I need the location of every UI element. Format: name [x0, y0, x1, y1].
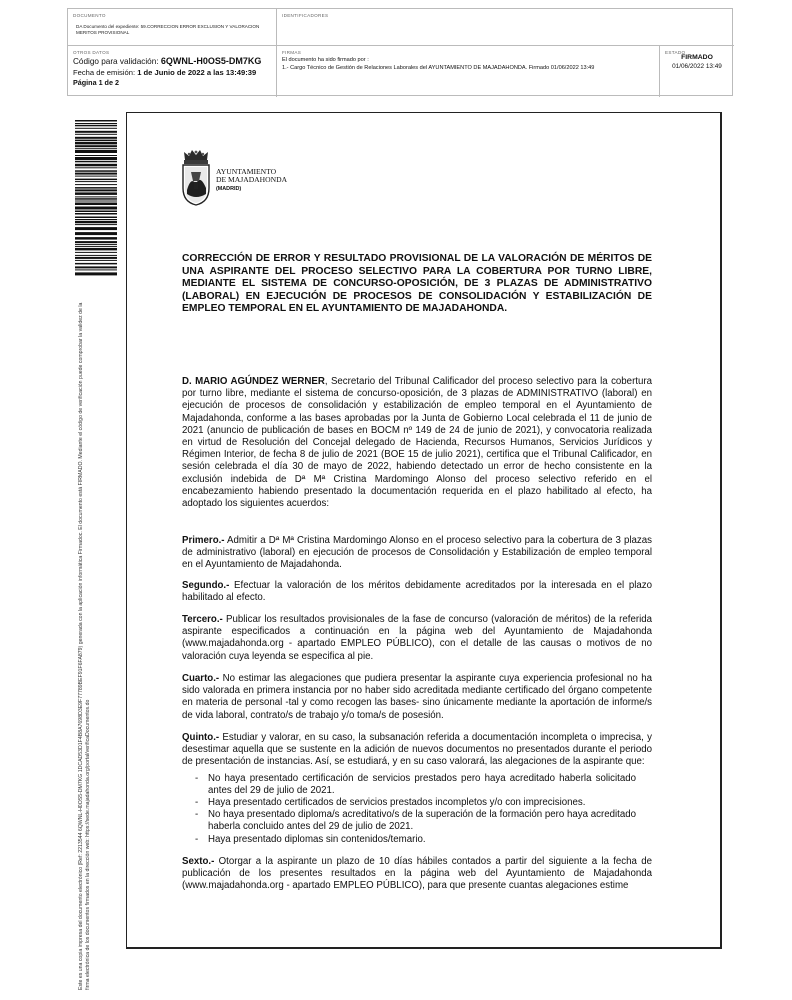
- agreement-primero: [182, 535, 652, 572]
- agreement-quinto: [182, 732, 652, 846]
- fecha-value: 1 de Junio de 2022 a las 13:49:39: [137, 68, 257, 77]
- agreement-label: Tercero.-: [182, 614, 223, 625]
- barcode-bar: [75, 145, 117, 147]
- agreement-label: Sexto.-: [182, 856, 215, 867]
- firmas-cell: [277, 46, 660, 97]
- barcode-bar: [75, 201, 117, 202]
- barcode-bar: [75, 237, 117, 240]
- agreement-sexto: [182, 856, 652, 893]
- municipal-crest-icon: [180, 148, 212, 206]
- barcode-bar: [75, 167, 117, 168]
- barcode-bar: [75, 252, 117, 253]
- barcode-bar: [75, 227, 117, 230]
- firmas-label: FIRMAS: [282, 50, 302, 55]
- pagina-indicator: Página 1 de 2: [73, 78, 119, 87]
- barcode-bar: [75, 189, 117, 191]
- quinto-conditions-list: [182, 773, 652, 846]
- barcode-bar: [75, 257, 117, 259]
- documento-cell: [68, 9, 277, 46]
- identificadores-cell: [277, 9, 734, 46]
- agreement-text: Efectuar la valoración de los méritos debidamente acreditados por la interesada en el plazo habilitado al efecto.: [182, 580, 652, 604]
- codigo-validacion: [73, 56, 261, 66]
- barcode-bar: [75, 224, 117, 225]
- barcode-bar: [75, 260, 117, 261]
- barcode-bar: [75, 142, 117, 145]
- barcode-bar: [75, 170, 117, 172]
- barcode-bar: [75, 184, 117, 185]
- firmas-line-2: 1.- Cargo Técnico de Gestión de Relaciones Laborales del AYUNTAMIENTO DE MAJADAHONDA. Firmado 01/06/2022 13:49: [282, 65, 595, 71]
- barcode-bar: [75, 176, 117, 177]
- codigo-value[interactable]: 6QWNL-H0OS5-DM7KG: [160, 56, 262, 66]
- barcode-bar: [75, 148, 117, 149]
- intro-text: , Secretario del Tribunal Calificador del proceso selectivo para la cobertura por turno libre, mediante el sistema de concurso-oposición, de 3 plazas de ADMINISTRATIVO (laboral) en ejecución de procesos de consolidación y estabilización de empleo temporal en el Ayuntamiento de Majadahonda, conforme a las bases aprobadas por la Junta de Gobierno Local celebrada el 11 de junio de 2021 (anuncio de publicación de bases en BOCM nº 149 de 24 de junio de 2021), y convocatoria realizada en virtud de Resolución del Concejal delegado de Hacienda, Recursos Humanos, Servicios Jurídicos y Régimen Interior, de fecha 8 de julio de 2021 (BOE 15 de julio 2021), certifica que el Tribunal Calificador, en sesión celebrada el día 30 de mayo de 2022, habiendo detectado un error de hecho consistente en la exclusión indebida de Dª Mª Cristina Mardomingo Alonso del proceso selectivo referido en el encabezamiento habiendo presentado la documentación requerida en el plazo habilitado al efecto, ha adoptado los siguientes acuerdos:: [182, 376, 652, 510]
- barcode-bar: [75, 157, 117, 160]
- firmas-line-1: El documento ha sido firmado por :: [282, 57, 369, 63]
- fecha-emision: [73, 68, 256, 77]
- agreement-segundo: [182, 580, 652, 604]
- document-metadata-header: [67, 8, 733, 96]
- agreement-tercero: [182, 614, 652, 663]
- letterhead-line-3: (MADRID): [216, 185, 242, 192]
- agreement-cuarto: [182, 673, 652, 722]
- agreement-text: Admitir a Dª Mª Cristina Mardomingo Alonso en el proceso selectivo para la cobertura de 3 plazas de administrativo (laboral) en ejecución de procesos de Consolidación y Estabilización de empleo temporal en el Ayuntamiento de Majadahonda.: [182, 535, 652, 571]
- otros-datos-label: OTROS DATOS: [73, 50, 110, 55]
- barcode-bar: [75, 211, 117, 213]
- barcode-bar: [75, 241, 117, 243]
- barcode-bar: [75, 192, 117, 195]
- barcode-bar: [75, 179, 117, 181]
- agreement-text: Estudiar y valorar, en su caso, la subsanación referida a documentación incompleta o imprecisa, y desestimar aquella que se sustente en la adición de nuevos documentos no presentados durante el periodo de presentación de instancias. Así, se estudiará, y en su caso valorará, las alegaciones de la aspirante que:: [182, 732, 652, 768]
- barcode-bar: [75, 140, 117, 142]
- documento-label: DOCUMENTO: [73, 13, 106, 18]
- barcode-bar: [75, 187, 117, 189]
- barcode-bar: [75, 217, 117, 219]
- barcode-bar: [75, 164, 117, 167]
- barcode-bar: [75, 255, 117, 256]
- barcode-image: [75, 120, 117, 276]
- barcode-bar: [75, 128, 117, 129]
- agreement-text: Otorgar a la aspirante un plazo de 10 días hábiles contados a partir del siguiente a la fecha de publicación de los presentes resultados en la página web del Ayuntamiento de Majadahonda (www.majadahonda.org - apartado EMPLEO PÚBLICO), para que presente cuantas alegaciones estime: [182, 856, 652, 892]
- letterhead-line-2: DE MAJADAHONDA: [216, 175, 288, 185]
- barcode-bar: [75, 173, 117, 175]
- agreement-label: Segundo.-: [182, 580, 230, 591]
- barcode-bar: [75, 150, 117, 153]
- agreement-text: Publicar los resultados provisionales de la fase de concurso (valoración de méritos) de la referida aspirante especificados a continuación en la página web del Ayuntamiento de Majadahonda (www.majadahonda.org - apartado EMPLEO PÚBLICO), con el detalle de las causas o motivos de no valoración cuya leyenda se especifica al pie.: [182, 614, 652, 662]
- barcode-bar: [75, 219, 117, 220]
- document-title: CORRECCIÓN DE ERROR Y RESULTADO PROVISIONAL DE LA VALORACIÓN DE MÉRITOS DE UNA ASPIRANTE DEL PROCESO SELECTIVO PARA LA COBERTURA POR TURNO LIBRE, MEDIANTE EL SISTEMA DE CONCURSO-OPOSICIÓN, DE 3 PLAZAS DE ADMINISTRATIVO (LABORAL) EN EJECUCIÓN DE PROCESOS DE CONSOLIDACIÓN Y ESTABILIZACIÓN DE EMPLEO TEMPORAL EN EL AYUNTAMIENTO DE MAJADAHONDA.: [182, 253, 652, 314]
- barcode-bar: [75, 123, 117, 124]
- agreement-label: Primero.-: [182, 535, 225, 546]
- otros-datos-cell: [68, 46, 277, 97]
- barcode-bar: [75, 155, 117, 156]
- codigo-label: Código para validación:: [73, 57, 159, 66]
- estado-label: ESTADO: [665, 50, 686, 55]
- fecha-label: Fecha de emisión:: [73, 68, 136, 77]
- verification-side-text-content: Este es una copia impresa del documento electrónico (Ref: 2213544 6QWNL-H0OS5-DM7KG 1DCAD53D1F4B8A7698D3E9F77789BEF91F6FA879) generada con la aplicación informática Firmadoc. El documento está FIRMADO. Mediante el código de verificación puede comprobar la validez de la firma electrónica de los documentos firmados en la dirección web: https://sede.majadahonda.org/portal/verificaDocumentos.do: [78, 302, 91, 990]
- barcode-bar: [75, 181, 117, 182]
- list-item: - Haya presentado diplomas sin contenidos/temario.: [182, 834, 652, 846]
- list-item: - Haya presentado certificados de servicios prestados incompletos y/o con imprecisiones.: [182, 797, 652, 809]
- barcode-bar: [75, 232, 117, 235]
- barcode-bar: [75, 221, 117, 224]
- barcode-bar: [75, 263, 117, 265]
- letterhead: [216, 168, 287, 193]
- documento-value: DA Documento del expediente: 59.CORRECCION ERROR EXCLUSION Y VALORACION MERITOS PROVISIONAL: [76, 24, 260, 36]
- barcode-bar: [75, 120, 117, 122]
- agreement-text: No estimar las alegaciones que pudiera presentar la aspirante cuya experiencia profesional no ha sido valorada en primera instancia por no haber sido acreditada mediante certificado del órgano competente en materia de personal -tal y como recogen las bases- sino únicamente mediante la aportación de informe/s de vida laboral, contrato/s de trabajo y/o toma/s de posesión.: [182, 673, 652, 721]
- barcode-bar: [75, 269, 117, 270]
- letterhead-line-1: AYUNTAMIENTO: [216, 167, 277, 176]
- agreement-label: Quinto.-: [182, 732, 220, 743]
- barcode-bar: [75, 125, 117, 127]
- barcode-bar: [75, 198, 117, 200]
- barcode-bar: [75, 196, 117, 197]
- barcode-bar: [75, 244, 117, 245]
- secretary-name: D. MARIO AGÚNDEZ WERNER: [182, 376, 325, 387]
- barcode-bar: [75, 137, 117, 139]
- barcode-bar: [75, 213, 117, 215]
- barcode-bar: [75, 134, 117, 135]
- barcode-bar: [75, 266, 117, 268]
- barcode-bar: [75, 246, 117, 247]
- barcode-bar: [75, 161, 117, 163]
- estado-value: FIRMADO: [681, 54, 713, 61]
- barcode-bar: [75, 203, 117, 206]
- intro-paragraph: [182, 376, 652, 510]
- barcode-bar: [75, 272, 117, 275]
- list-item: - No haya presentado diploma/s acreditativo/s de la superación de la formación pero haya acreditado haberla concluido antes del 29 de julio de 2021.: [182, 809, 652, 833]
- list-item: - No haya presentado certificación de servicios prestados pero haya acreditado haberla solicitado antes del 29 de julio de 2021.: [182, 773, 652, 797]
- verification-side-text: [78, 300, 106, 990]
- barcode-bar: [75, 207, 117, 210]
- barcode-bar: [75, 248, 117, 251]
- estado-date: 01/06/2022 13:49: [672, 63, 722, 70]
- barcode-bar: [75, 131, 117, 133]
- agreement-label: Cuarto.-: [182, 673, 220, 684]
- estado-cell: [660, 46, 734, 97]
- identificadores-label: IDENTIFICADORES: [282, 13, 329, 18]
